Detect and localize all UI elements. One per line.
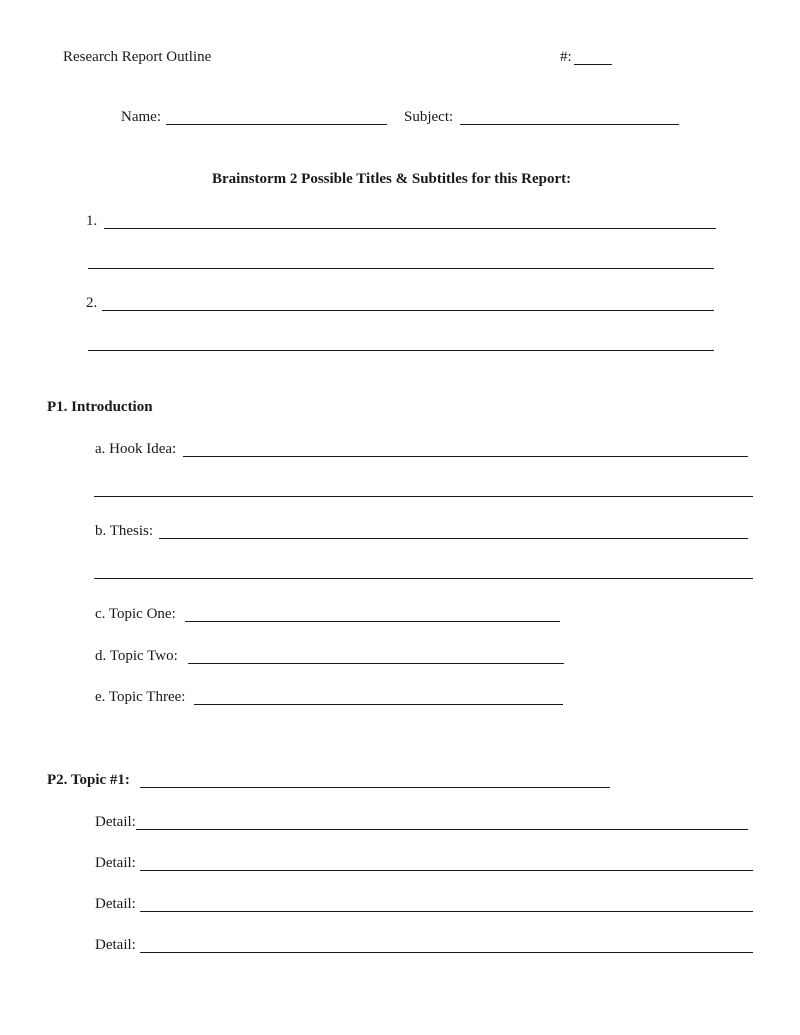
p1-heading: P1. Introduction [47, 399, 153, 415]
document-title: Research Report Outline [63, 49, 212, 65]
subject-label: Subject: [404, 109, 454, 125]
p2-heading: P2. Topic #1: [47, 772, 130, 788]
topic-two-label: d. Topic Two: [95, 648, 178, 664]
thesis-continuation-blank[interactable] [94, 578, 753, 579]
brainstorm-title-1-blank[interactable] [104, 228, 716, 229]
p2-topic-blank[interactable] [140, 787, 610, 788]
detail-1-blank[interactable] [136, 829, 748, 830]
brainstorm-item-2-label: 2. [86, 295, 98, 311]
name-label: Name: [121, 109, 161, 125]
detail-label-4: Detail: [95, 937, 136, 953]
name-blank[interactable] [166, 124, 387, 125]
detail-4-blank[interactable] [140, 952, 753, 953]
detail-2-blank[interactable] [140, 870, 753, 871]
topic-two-blank[interactable] [188, 663, 564, 664]
topic-one-label: c. Topic One: [95, 606, 176, 622]
number-blank[interactable] [574, 64, 612, 65]
brainstorm-title-2-blank[interactable] [102, 310, 714, 311]
subject-blank[interactable] [460, 124, 679, 125]
thesis-blank[interactable] [159, 538, 748, 539]
detail-label-1: Detail: [95, 814, 136, 830]
brainstorm-subtitle-1-blank[interactable] [88, 268, 714, 269]
hook-label: a. Hook Idea: [95, 441, 177, 457]
topic-three-blank[interactable] [194, 704, 563, 705]
brainstorm-subtitle-2-blank[interactable] [88, 350, 714, 351]
hook-blank[interactable] [183, 456, 748, 457]
hook-continuation-blank[interactable] [94, 496, 753, 497]
brainstorm-heading: Brainstorm 2 Possible Titles & Subtitles for this Report: [212, 171, 572, 187]
detail-3-blank[interactable] [140, 911, 753, 912]
thesis-label: b. Thesis: [95, 523, 154, 539]
detail-label-3: Detail: [95, 896, 136, 912]
detail-label-2: Detail: [95, 855, 136, 871]
number-label: #: [560, 49, 572, 65]
brainstorm-item-1-label: 1. [86, 213, 98, 229]
topic-one-blank[interactable] [185, 621, 560, 622]
topic-three-label: e. Topic Three: [95, 689, 186, 705]
